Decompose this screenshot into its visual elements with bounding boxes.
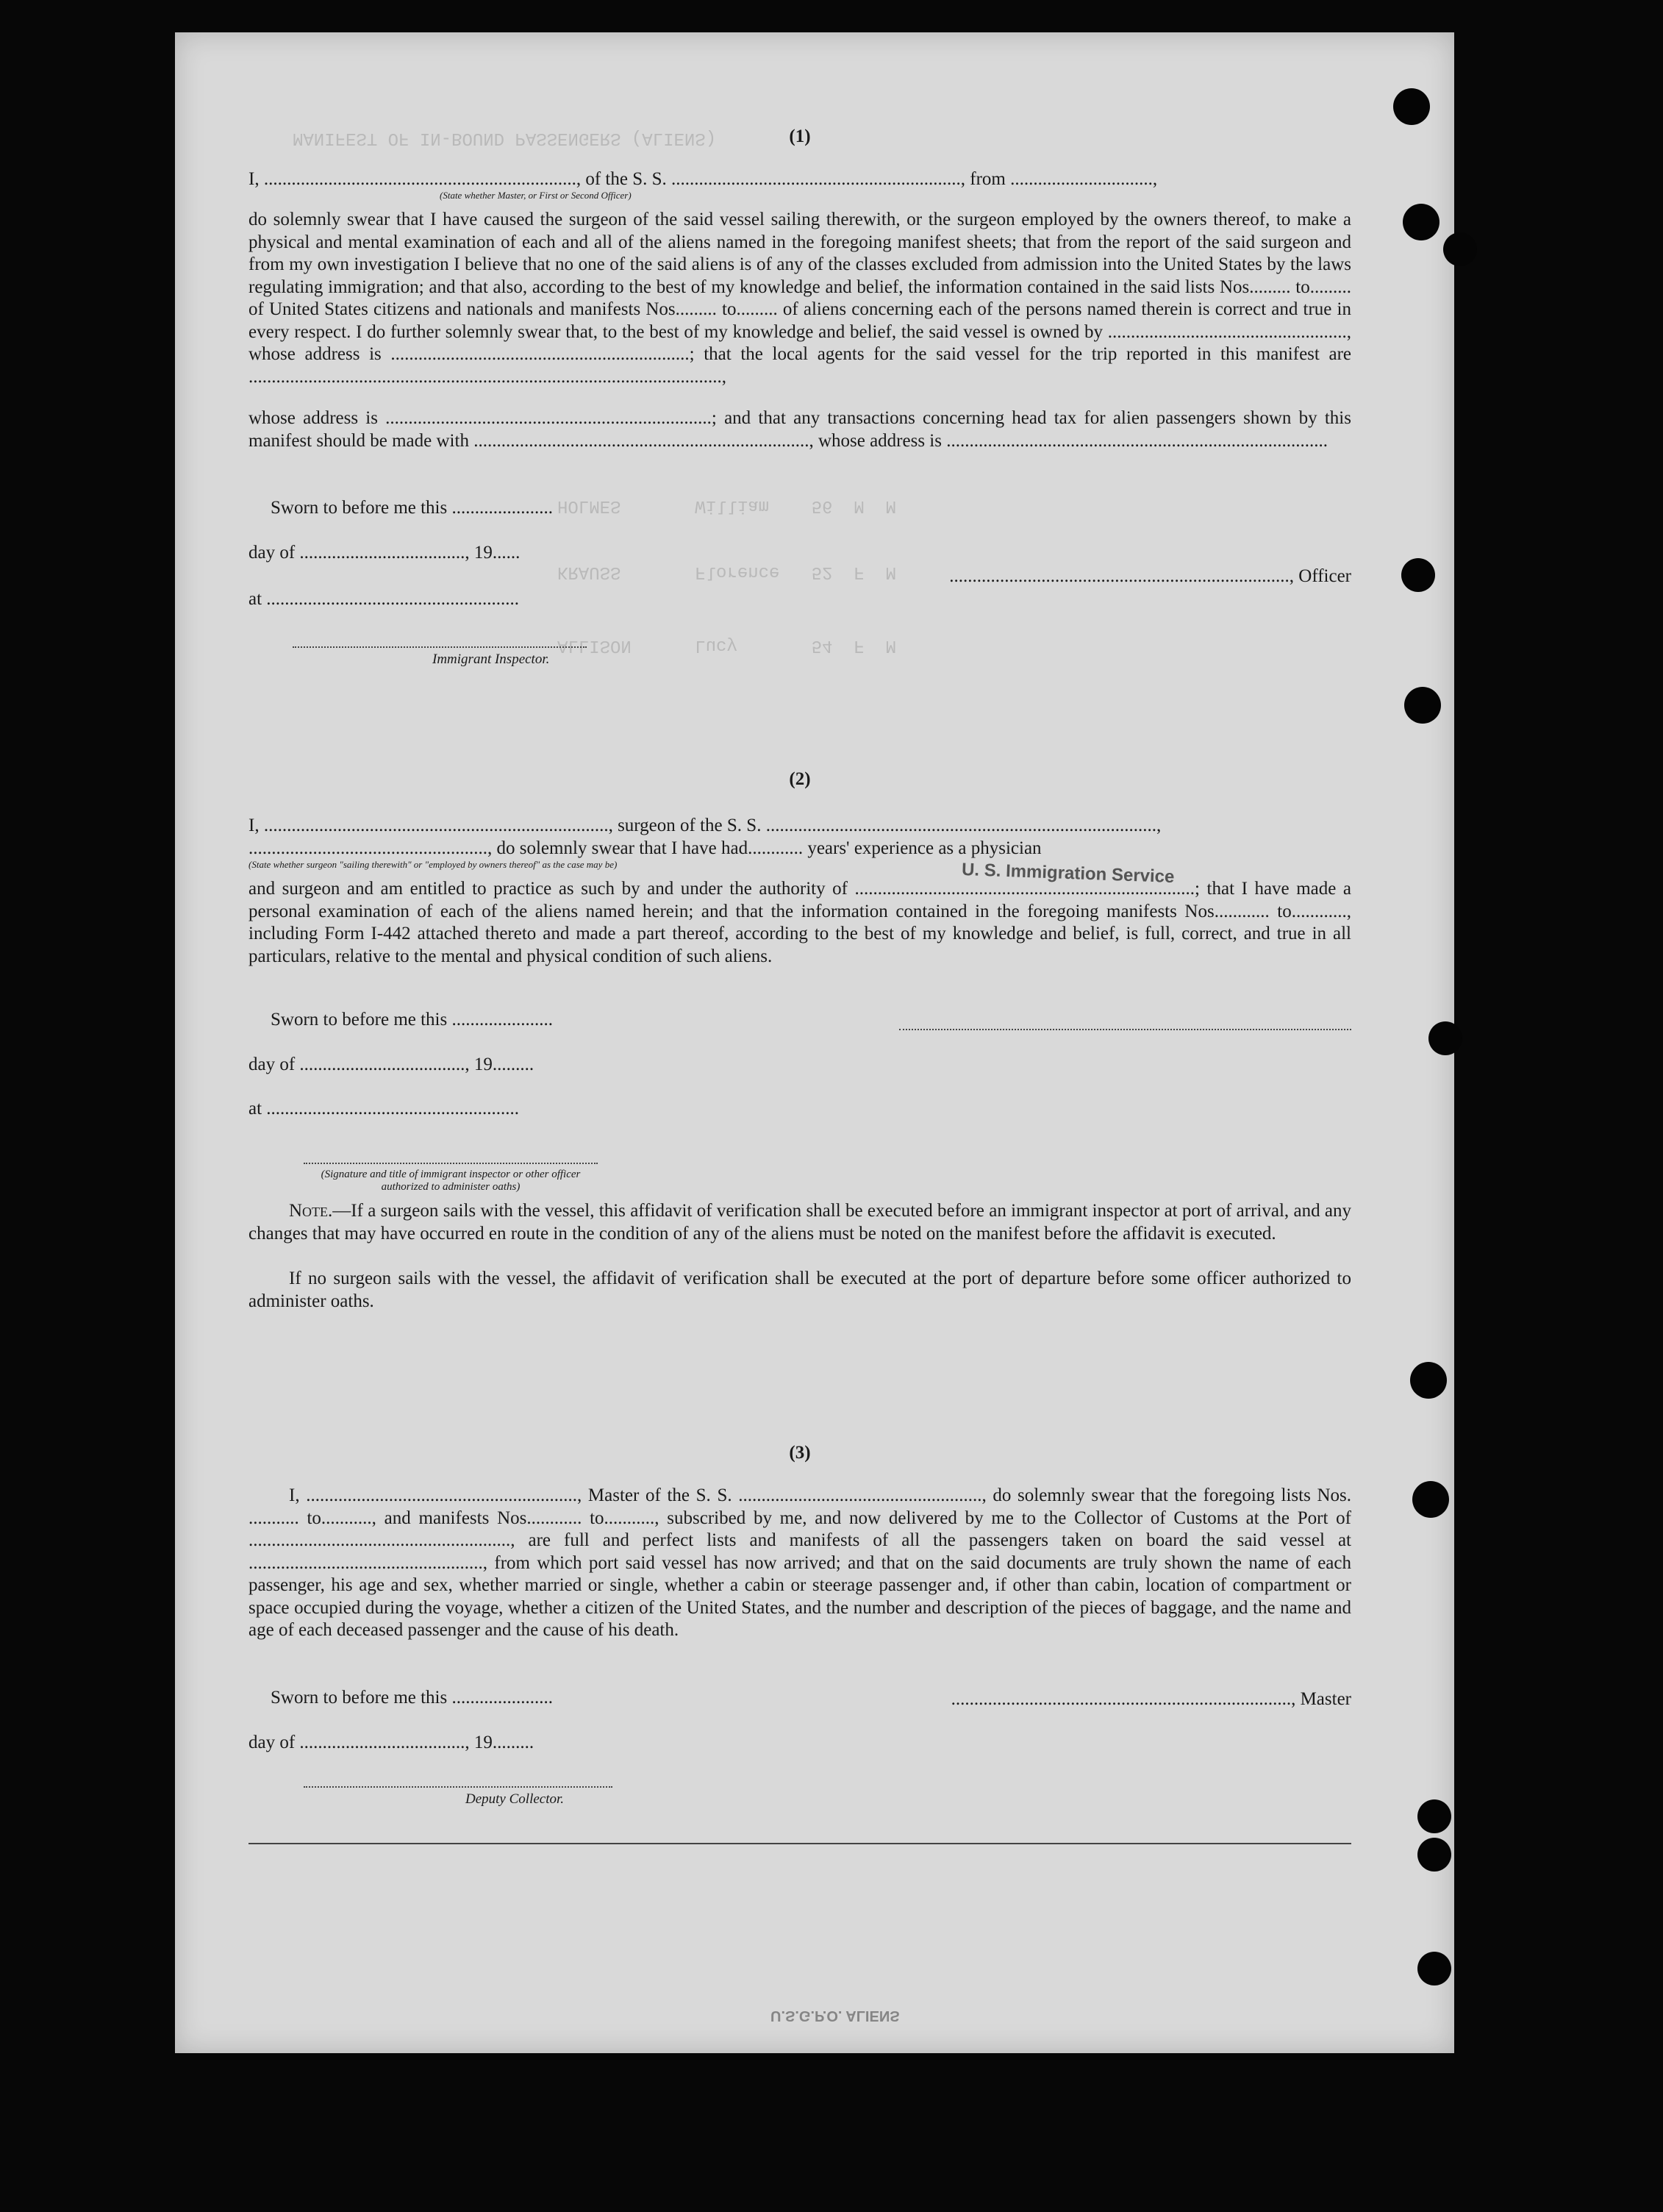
punch-hole	[1428, 1021, 1462, 1055]
section-2-number: (2)	[789, 769, 811, 789]
section-3-sworn: Sworn to before me this ......................	[271, 1688, 553, 1708]
punch-hole	[1401, 558, 1435, 592]
section-2-note	[248, 1200, 1351, 1245]
punch-hole	[1412, 1481, 1449, 1518]
surgeon-signature-line	[899, 1029, 1351, 1030]
section-1-body: do solemnly swear that I have caused the surgeon of the said vessel sailing therewith, or the surgeon employed by the owners thereof, to make a physical and mental examination of each and all of the aliens named in the foregoing manifest sheets; that from the report of the said surgeon and from my own investigation I believe that no one of the said aliens is of any of the classes excluded from admission into the United States by the laws regulating immigration; and that also, according to the best of my knowledge and belief, the information contained in the said lists Nos......... to......... of United States citizens and nationals and manifests Nos......... to......... of aliens concerning each of the persons named therein is correct and true in every respect. I do further solemnly swear that, to the best of my knowledge and belief, the said vessel is owned by ...................................................., whose address is .................................................................; that the local agents for the said vessel for the trip reported in this manifest are .......................................................................................................,	[248, 210, 1351, 387]
collector-signature-line	[304, 1786, 612, 1788]
punch-hole	[1417, 1799, 1451, 1833]
surgeon-stamp: U. S. Immigration Service	[961, 859, 1175, 888]
printer-mark: U.S.G.P.O. ALIENS	[770, 2008, 900, 2024]
section-2-body: and surgeon and am entitled to practice as such by and under the authority of ..........................................................................; that I have made a personal examination of each of the aliens named herein; and that the information contained in the foregoing manifests Nos............ to............, including Form I-442 attached thereto and made a part thereof, according to the best of my knowledge and belief, is full, correct, and true in all particulars, relative to the mental and physical condition of such aliens.	[248, 879, 1351, 966]
note-text: —If a surgeon sails with the vessel, this affidavit of verification shall be executed before an immigrant inspector at port of arrival, and any changes that may have occurred en route in the condition of any of the aliens must be noted on the manifest before the affidavit is executed.	[248, 1201, 1351, 1244]
section-2-at: at .......................................................	[248, 1099, 520, 1119]
section-1-first-line: I, ...................................................................., of the S. S. ..............................................................., from ...............................,	[248, 169, 1158, 189]
section-1-body-continued: whose address is .......................................................................; and that any transactions concerning head tax for alien passengers shown by this manifest should be made with ........................................................................., whose address is ...................................................................................	[248, 408, 1351, 451]
punch-hole	[1404, 687, 1441, 724]
section-3-day: day of ...................................., 19.........	[248, 1733, 534, 1752]
section-1-at: at .......................................................	[248, 589, 520, 609]
section-2-first-line: I, ..........................................................................., surgeon of the S. S. .....................................................................................,	[248, 816, 1162, 835]
inspector-signature-line	[293, 646, 587, 648]
section-3-body: I, ..........................................................., Master of the S. S. ....................................................., do solemnly swear that the foregoing lists Nos. ........... to..........., and manifests Nos............ to..........., subscribed by me, and now delivered by me to the Collector of Customs at the Port of ........................................................., are full and perfect lists and manifests of all the passengers taken on board the said vessel at ..................................................., from which port said vessel has now arrived; and that on the said documents are truly shown the name of each passenger, his age and sex, whether married or single, whether a cabin or steerage passenger and, if other than cabin, location of compartment or space occupied during the voyage, whether a citizen of the United States, and the number and description of the pieces of baggage, and the name and age of each deceased passenger and the cause of his death.	[248, 1485, 1351, 1640]
section-3-master-line: .........................................................................., Master	[951, 1689, 1351, 1709]
section-2-note-second: If no surgeon sails with the vessel, the affidavit of verification shall be executed at the port of departure before some officer authorized to administer oaths.	[248, 1269, 1351, 1311]
section-3-number: (3)	[789, 1443, 811, 1463]
punch-hole	[1443, 232, 1477, 266]
officer-signature-line	[304, 1163, 598, 1164]
section-1-sworn: Sworn to before me this ......................	[271, 498, 553, 518]
section-1-number: (1)	[789, 126, 811, 146]
section-2-caption: (State whether surgeon "sailing therewith" or "employed by owners thereof" as the case may be)	[248, 859, 618, 870]
document-page	[175, 32, 1454, 2053]
section-1-caption: (State whether Master, or First or Second Officer)	[440, 190, 632, 201]
punch-hole	[1417, 1952, 1451, 1986]
bleed-through-text: ALLISON Lucy 54 F M	[557, 635, 896, 655]
section-2-signature-caption: (Signature and title of immigrant inspector or other officer authorized to administer oaths)	[321, 1169, 581, 1193]
bleed-through-text: KRAUSS Florence 52 F M	[557, 562, 896, 582]
section-1-officer-line: .........................................................................., Officer	[949, 566, 1351, 586]
bleed-through-text: HOLMES William 56 M M	[557, 496, 896, 515]
punch-hole	[1393, 88, 1430, 125]
punch-hole	[1417, 1838, 1451, 1872]
punch-hole	[1410, 1362, 1447, 1399]
punch-hole	[1403, 204, 1440, 240]
note-label: Note.	[289, 1201, 333, 1221]
section-2-second-line: ...................................................., do solemnly swear that I have had............ years' experience as a physician	[248, 838, 1042, 858]
bleed-through-text: MANIFEST OF IN-BOUND PASSENGERS (ALIENS)	[293, 128, 717, 148]
section-1-day: day of ...................................., 19......	[248, 543, 521, 563]
section-2-sworn: Sworn to before me this ......................	[271, 1010, 553, 1030]
section-2-day: day of ...................................., 19.........	[248, 1055, 534, 1074]
section-3-collector-caption: Deputy Collector.	[465, 1791, 565, 1807]
section-1-inspector-caption: Immigrant Inspector.	[432, 652, 550, 667]
bottom-rule	[248, 1843, 1351, 1844]
